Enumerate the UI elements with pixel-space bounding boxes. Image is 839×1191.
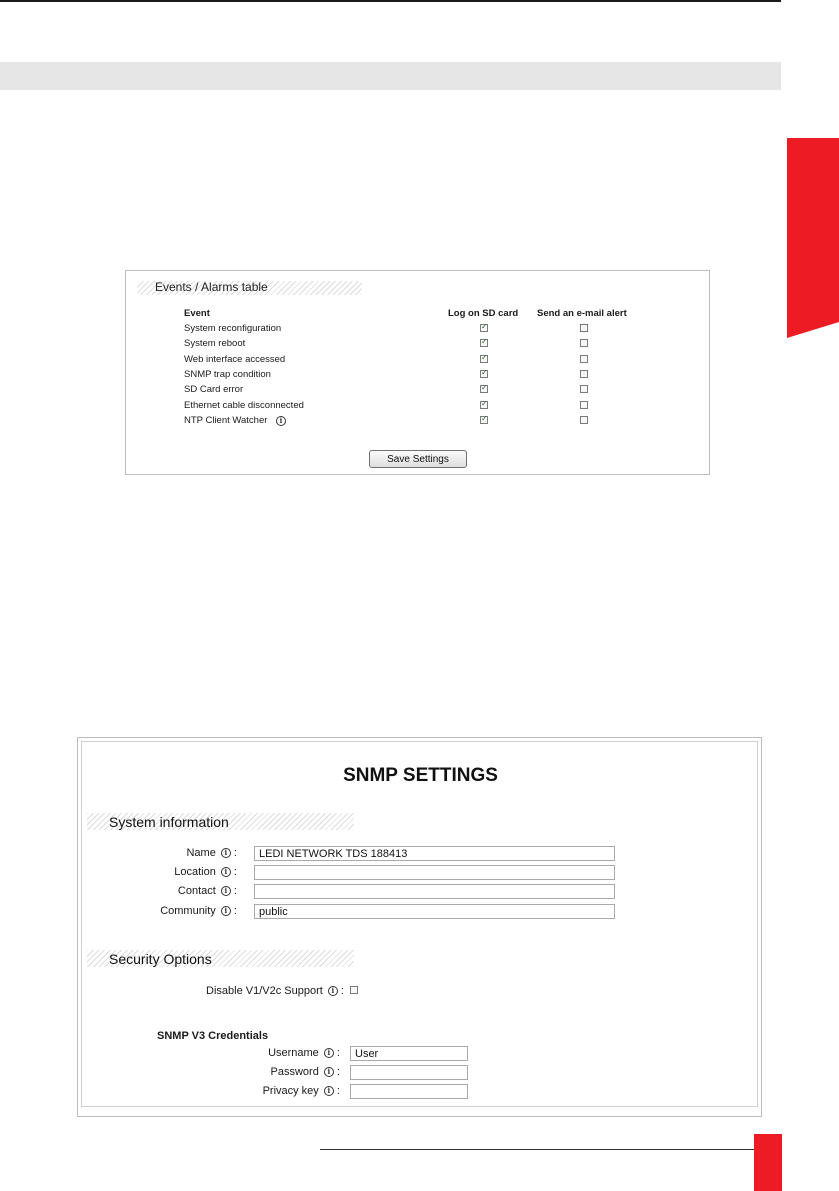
page-number-tab	[754, 1134, 782, 1191]
email-alert-checkbox[interactable]	[580, 401, 588, 409]
info-icon[interactable]: i	[221, 848, 231, 858]
password-input[interactable]	[350, 1065, 468, 1080]
location-label-text: Location	[174, 866, 216, 878]
log-on-sd-checkbox[interactable]	[480, 324, 488, 332]
log-on-sd-checkbox[interactable]	[480, 416, 488, 424]
location-label: Location i :	[174, 866, 237, 878]
community-label-text: Community	[160, 905, 216, 917]
email-alert-checkbox[interactable]	[580, 385, 588, 393]
disable-v1v2c-label-text: Disable V1/V2c Support	[206, 985, 323, 997]
log-on-sd-checkbox[interactable]	[480, 370, 488, 378]
email-alert-checkbox[interactable]	[580, 355, 588, 363]
log-on-sd-checkbox[interactable]	[480, 385, 488, 393]
contact-label: Contact i :	[177, 885, 237, 897]
community-label: Community i :	[160, 905, 237, 917]
log-on-sd-checkbox[interactable]	[480, 355, 488, 363]
log-on-sd-checkbox[interactable]	[480, 339, 488, 347]
col-header-log: Log on SD card	[448, 308, 519, 319]
password-label-text: Password	[270, 1066, 319, 1078]
name-input[interactable]	[254, 846, 615, 861]
info-icon[interactable]: i	[276, 416, 286, 426]
email-alert-checkbox[interactable]	[580, 324, 588, 332]
event-label: SD Card error	[184, 384, 244, 396]
chapter-tab	[787, 138, 839, 338]
header-band	[0, 62, 781, 90]
community-input[interactable]	[254, 904, 615, 919]
snmp-settings-panel	[77, 737, 762, 1117]
name-label-text: Name	[186, 847, 216, 859]
disable-v1v2c-label: Disable V1/V2c Support i :	[206, 985, 344, 997]
top-rule	[0, 0, 781, 2]
name-label: Name i :	[186, 847, 237, 859]
events-title: Events / Alarms table	[155, 280, 268, 294]
security-options-heading: Security Options	[109, 951, 212, 967]
event-label: SNMP trap condition	[184, 368, 271, 380]
event-label: Web interface accessed	[184, 353, 286, 365]
email-alert-checkbox[interactable]	[580, 370, 588, 378]
system-information-heading: System information	[109, 814, 229, 830]
info-icon[interactable]: i	[324, 1067, 334, 1077]
snmp-v3-credentials-heading: SNMP V3 Credentials	[157, 1030, 269, 1042]
snmp-inner-frame	[81, 741, 758, 1107]
privacy-key-label-text: Privacy key	[262, 1085, 319, 1097]
snmp-title: SNMP SETTINGS	[343, 765, 498, 786]
info-icon[interactable]: i	[221, 886, 231, 896]
info-icon[interactable]: i	[324, 1048, 334, 1058]
events-alarms-panel	[125, 270, 710, 475]
contact-label-text: Contact	[177, 885, 216, 897]
info-icon[interactable]: i	[328, 986, 338, 996]
log-on-sd-checkbox[interactable]	[480, 401, 488, 409]
info-icon[interactable]: i	[221, 867, 231, 877]
event-label: NTP Client Watcher	[184, 414, 268, 426]
privacy-key-label: Privacy key i :	[262, 1085, 340, 1097]
event-label: System reboot	[184, 338, 246, 350]
info-icon[interactable]: i	[221, 906, 231, 916]
disable-v1v2c-checkbox[interactable]	[350, 986, 358, 994]
col-header-event: Event	[184, 308, 210, 319]
email-alert-checkbox[interactable]	[580, 339, 588, 347]
contact-input[interactable]	[254, 884, 615, 899]
password-label: Password i :	[270, 1066, 340, 1078]
username-input[interactable]	[350, 1046, 468, 1061]
col-header-email: Send an e-mail alert	[537, 308, 627, 319]
event-label: Ethernet cable disconnected	[184, 399, 304, 411]
location-input[interactable]	[254, 865, 615, 880]
username-label-text: Username	[268, 1047, 319, 1059]
info-icon[interactable]: i	[324, 1086, 334, 1096]
username-label: Username i :	[268, 1047, 340, 1059]
footer-rule	[320, 1149, 754, 1150]
event-label: System reconfiguration	[184, 323, 282, 334]
privacy-key-input[interactable]	[350, 1084, 468, 1099]
save-settings-button[interactable]: Save Settings	[369, 450, 467, 468]
email-alert-checkbox[interactable]	[580, 416, 588, 424]
